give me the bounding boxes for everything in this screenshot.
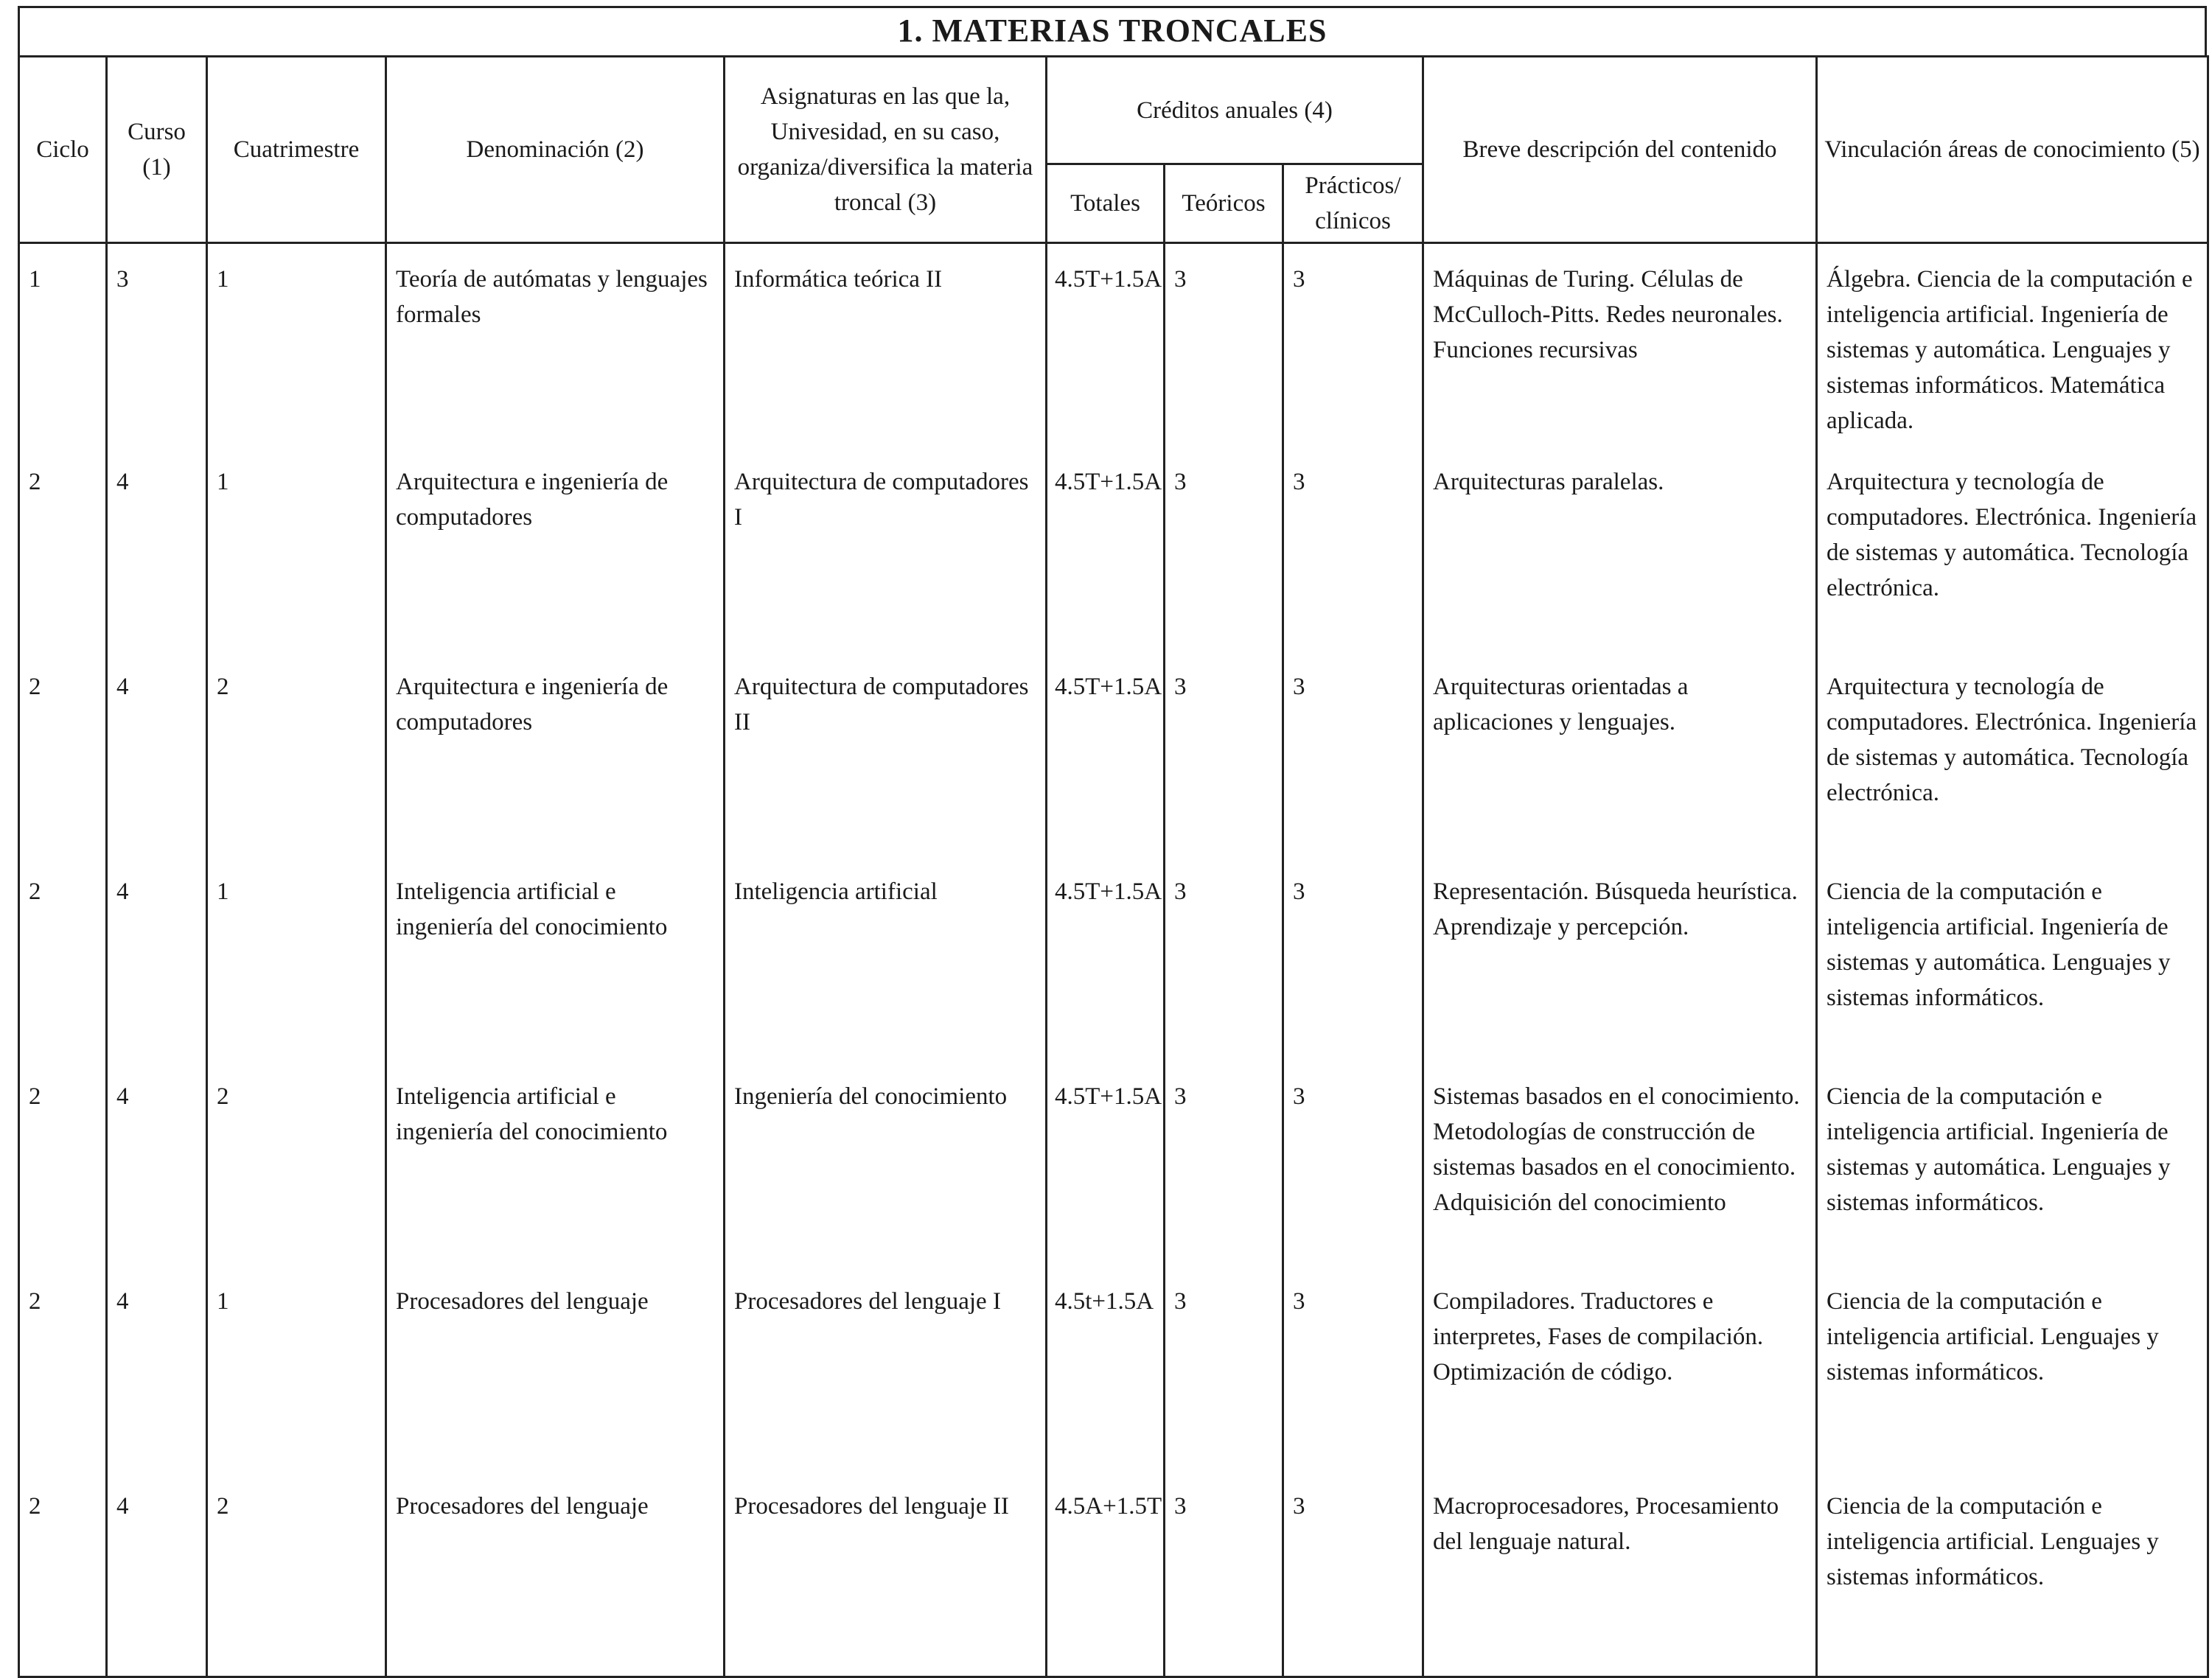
cell-ciclo: 2 xyxy=(19,448,107,653)
cell-totales: 4.5t+1.5A xyxy=(1047,1268,1165,1472)
cell-asignatura: Informática teórica II xyxy=(725,243,1047,448)
table-title: 1. MATERIAS TRONCALES xyxy=(18,6,2207,55)
cell-asignatura: Inteligencia artificial xyxy=(725,858,1047,1063)
cell-cuatrimestre: 1 xyxy=(207,858,386,1063)
cell-vinculacion: Ciencia de la computación e inteligencia artificial. Ingeniería de sistemas y automática. Lenguajes y sistemas informáticos. xyxy=(1817,858,2208,1063)
cell-vinculacion: Arquitectura y tecnología de computadores. Electrónica. Ingeniería de sistemas y automática. Tecnología electrónica. xyxy=(1817,653,2208,858)
header-vinculacion: Vinculación áreas de conocimiento (5) xyxy=(1817,57,2208,243)
cell-teoricos: 3 xyxy=(1165,448,1283,653)
cell-vinculacion: Ciencia de la computación e inteligencia artificial. Ingeniería de sistemas y automática. Lenguajes y sistemas informáticos. xyxy=(1817,1063,2208,1268)
cell-vinculacion: Álgebra. Ciencia de la computación e inteligencia artificial. Ingeniería de sistemas y automática. Lenguajes y sistemas informáticos. Matemática aplicada. xyxy=(1817,243,2208,448)
cell-practicos: 3 xyxy=(1283,653,1423,858)
cell-curso: 4 xyxy=(107,653,207,858)
header-creditos: Créditos anuales (4) xyxy=(1047,57,1423,164)
cell-totales: 4.5T+1.5A xyxy=(1047,448,1165,653)
cell-ciclo: 2 xyxy=(19,858,107,1063)
cell-cuatrimestre: 1 xyxy=(207,243,386,448)
cell-denominacion: Inteligencia artificial e ingeniería del conocimiento xyxy=(386,858,725,1063)
cell-asignatura: Ingeniería del conocimiento xyxy=(725,1063,1047,1268)
cell-totales: 4.5T+1.5A xyxy=(1047,858,1165,1063)
cell-denominacion: Teoría de autómatas y lenguajes formales xyxy=(386,243,725,448)
cell-totales: 4.5A+1.5T xyxy=(1047,1472,1165,1677)
cell-ciclo: 2 xyxy=(19,1063,107,1268)
cell-practicos: 3 xyxy=(1283,448,1423,653)
cell-teoricos: 3 xyxy=(1165,1472,1283,1677)
cell-cuatrimestre: 1 xyxy=(207,1268,386,1472)
cell-vinculacion: Ciencia de la computación e inteligencia artificial. Lenguajes y sistemas informáticos. xyxy=(1817,1472,2208,1677)
table-row xyxy=(19,243,2208,448)
cell-teoricos: 3 xyxy=(1165,653,1283,858)
table-row xyxy=(19,1268,2208,1472)
table-body xyxy=(19,243,2208,1677)
cell-cuatrimestre: 2 xyxy=(207,1063,386,1268)
cell-descripcion: Macroprocesadores, Procesamiento del lenguaje natural. xyxy=(1423,1472,1817,1677)
cell-cuatrimestre: 2 xyxy=(207,1472,386,1677)
cell-curso: 4 xyxy=(107,448,207,653)
cell-descripcion: Sistemas basados en el conocimiento. Metodologías de construcción de sistemas basados en el conocimiento. Adquisición del conocimiento xyxy=(1423,1063,1817,1268)
header-curso: Curso (1) xyxy=(107,57,207,243)
cell-curso: 4 xyxy=(107,1472,207,1677)
cell-practicos: 3 xyxy=(1283,1063,1423,1268)
cell-descripcion: Compiladores. Traductores e interpretes, Fases de compilación. Optimización de código. xyxy=(1423,1268,1817,1472)
cell-denominacion: Procesadores del lenguaje xyxy=(386,1268,725,1472)
cell-ciclo: 1 xyxy=(19,243,107,448)
cell-denominacion: Arquitectura e ingeniería de computadores xyxy=(386,653,725,858)
cell-vinculacion: Arquitectura y tecnología de computadores. Electrónica. Ingeniería de sistemas y automática. Tecnología electrónica. xyxy=(1817,448,2208,653)
cell-teoricos: 3 xyxy=(1165,243,1283,448)
header-practicos: Prácticos/ clínicos xyxy=(1283,164,1423,243)
header-denominacion: Denominación (2) xyxy=(386,57,725,243)
document-sheet xyxy=(18,6,2207,1678)
cell-teoricos: 3 xyxy=(1165,1268,1283,1472)
cell-denominacion: Inteligencia artificial e ingeniería del conocimiento xyxy=(386,1063,725,1268)
cell-ciclo: 2 xyxy=(19,1268,107,1472)
materias-troncales-table xyxy=(18,55,2209,1678)
cell-practicos: 3 xyxy=(1283,243,1423,448)
cell-denominacion: Arquitectura e ingeniería de computadores xyxy=(386,448,725,653)
cell-denominacion: Procesadores del lenguaje xyxy=(386,1472,725,1677)
cell-curso: 4 xyxy=(107,858,207,1063)
table-row xyxy=(19,858,2208,1063)
cell-asignatura: Arquitectura de computadores II xyxy=(725,653,1047,858)
header-ciclo: Ciclo xyxy=(19,57,107,243)
header-teoricos: Teóricos xyxy=(1165,164,1283,243)
table-row xyxy=(19,448,2208,653)
header-cuatrimestre: Cuatrimestre xyxy=(207,57,386,243)
cell-descripcion: Representación. Búsqueda heurística. Aprendizaje y percepción. xyxy=(1423,858,1817,1063)
cell-vinculacion: Ciencia de la computación e inteligencia artificial. Lenguajes y sistemas informáticos. xyxy=(1817,1268,2208,1472)
cell-totales: 4.5T+1.5A xyxy=(1047,653,1165,858)
cell-descripcion: Arquitecturas orientadas a aplicaciones y lenguajes. xyxy=(1423,653,1817,858)
table-row xyxy=(19,653,2208,858)
cell-curso: 4 xyxy=(107,1063,207,1268)
cell-descripcion: Arquitecturas paralelas. xyxy=(1423,448,1817,653)
header-asignaturas: Asignaturas en las que la, Univesidad, en su caso, organiza/diversifica la materia troncal (3) xyxy=(725,57,1047,243)
cell-cuatrimestre: 1 xyxy=(207,448,386,653)
cell-teoricos: 3 xyxy=(1165,1063,1283,1268)
cell-asignatura: Procesadores del lenguaje I xyxy=(725,1268,1047,1472)
table-header xyxy=(19,57,2208,243)
cell-curso: 3 xyxy=(107,243,207,448)
cell-practicos: 3 xyxy=(1283,1472,1423,1677)
header-totales: Totales xyxy=(1047,164,1165,243)
cell-totales: 4.5T+1.5A xyxy=(1047,1063,1165,1268)
cell-teoricos: 3 xyxy=(1165,858,1283,1063)
cell-ciclo: 2 xyxy=(19,653,107,858)
table-row xyxy=(19,1063,2208,1268)
cell-practicos: 3 xyxy=(1283,1268,1423,1472)
table-row xyxy=(19,1472,2208,1677)
cell-curso: 4 xyxy=(107,1268,207,1472)
cell-asignatura: Procesadores del lenguaje II xyxy=(725,1472,1047,1677)
cell-asignatura: Arquitectura de computadores I xyxy=(725,448,1047,653)
cell-practicos: 3 xyxy=(1283,858,1423,1063)
cell-totales: 4.5T+1.5A xyxy=(1047,243,1165,448)
cell-cuatrimestre: 2 xyxy=(207,653,386,858)
cell-descripcion: Máquinas de Turing. Células de McCulloch-Pitts. Redes neuronales. Funciones recursivas xyxy=(1423,243,1817,448)
header-descripcion: Breve descripción del contenido xyxy=(1423,57,1817,243)
cell-ciclo: 2 xyxy=(19,1472,107,1677)
